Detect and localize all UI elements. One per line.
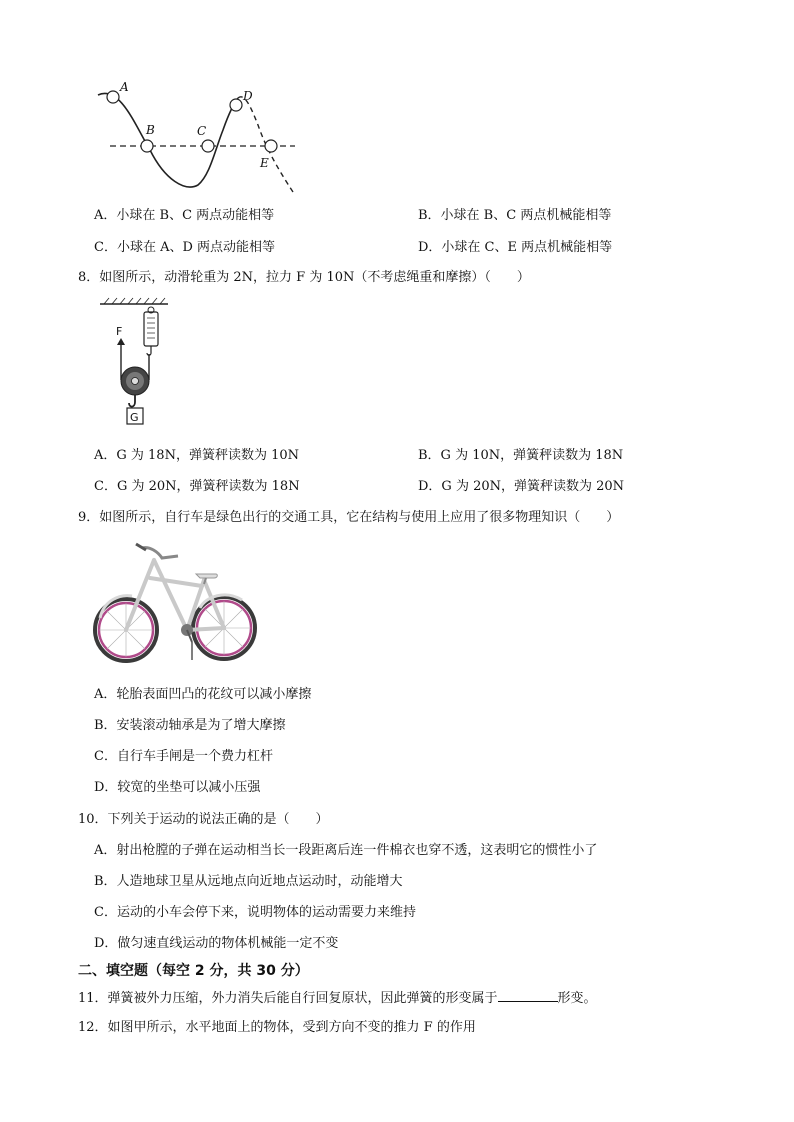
label-g: G (130, 411, 139, 424)
q9-stem: 9．如图所示，自行车是绿色出行的交通工具，它在结构与使用上应用了很多物理知识（ ） (78, 510, 620, 525)
label-a: A (120, 80, 129, 94)
spring-scale (144, 312, 158, 346)
pulley-figure (100, 298, 180, 428)
q9-option-c: C．自行车手闸是一个费力杠杆 (94, 749, 273, 764)
q8-option-b: B．G 为 10N，弹簧秤读数为 18N (418, 448, 624, 463)
q11-text-before: 11．弹簧被外力压缩，外力消失后能自行回复原状，因此弹簧的形变属于 (78, 991, 498, 1006)
q7-option-d: D．小球在 C、E 两点机械能相等 (418, 240, 613, 255)
q8-stem: 8．如图所示，动滑轮重为 2N，拉力 F 为 10N（不考虑绳重和摩擦）（ ） (78, 270, 530, 285)
section-title: 二、填空题（每空 2 分，共 30 分） (78, 963, 309, 979)
q11-answer-blank[interactable] (498, 989, 558, 1002)
bicycle-image (92, 538, 262, 674)
q10-option-d: D．做匀速直线运动的物体机械能一定不变 (94, 936, 339, 951)
ball-b (141, 140, 153, 152)
q9-option-d: D．较宽的坐垫可以减小压强 (94, 780, 261, 795)
q7-option-b: B．小球在 B、C 两点机械能相等 (418, 208, 612, 223)
q10-option-c: C．运动的小车会停下来，说明物体的运动需要力来维持 (94, 905, 416, 920)
q11 (78, 989, 597, 1007)
q7-option-a: A．小球在 B、C 两点动能相等 (94, 208, 275, 223)
roller-coaster-figure (90, 80, 310, 200)
q8-option-a: A．G 为 18N，弹簧秤读数为 10N (94, 448, 300, 463)
ball-d (230, 99, 242, 111)
label-f: F (116, 325, 123, 338)
q7-option-c: C．小球在 A、D 两点动能相等 (94, 240, 276, 255)
q9-option-a: A．轮胎表面凹凸的花纹可以减小摩擦 (94, 687, 312, 702)
q12-stem: 12．如图甲所示，水平地面上的物体，受到方向不变的推力 F 的作用 (78, 1020, 476, 1035)
ball-c (202, 140, 214, 152)
label-e: E (260, 156, 269, 170)
q10-option-a: A．射出枪膛的子弹在运动相当长一段距离后连一件棉衣也穿不透，这表明它的惯性小了 (94, 843, 598, 858)
ball-a (107, 91, 119, 103)
q11-text-after: 形变。 (557, 991, 597, 1006)
label-c: C (197, 124, 207, 138)
q10-option-b: B．人造地球卫星从远地点向近地点运动时，动能增大 (94, 874, 403, 889)
label-b: B (146, 123, 155, 137)
q10-stem: 10．下列关于运动的说法正确的是（ ） (78, 812, 329, 827)
track-solid (98, 93, 238, 187)
q8-option-c: C．G 为 20N，弹簧秤读数为 18N (94, 479, 300, 494)
q9-option-b: B．安装滚动轴承是为了增大摩擦 (94, 718, 286, 733)
q8-option-d: D．G 为 20N，弹簧秤读数为 20N (418, 479, 625, 494)
ball-e (265, 140, 277, 152)
label-d: D (243, 89, 253, 103)
